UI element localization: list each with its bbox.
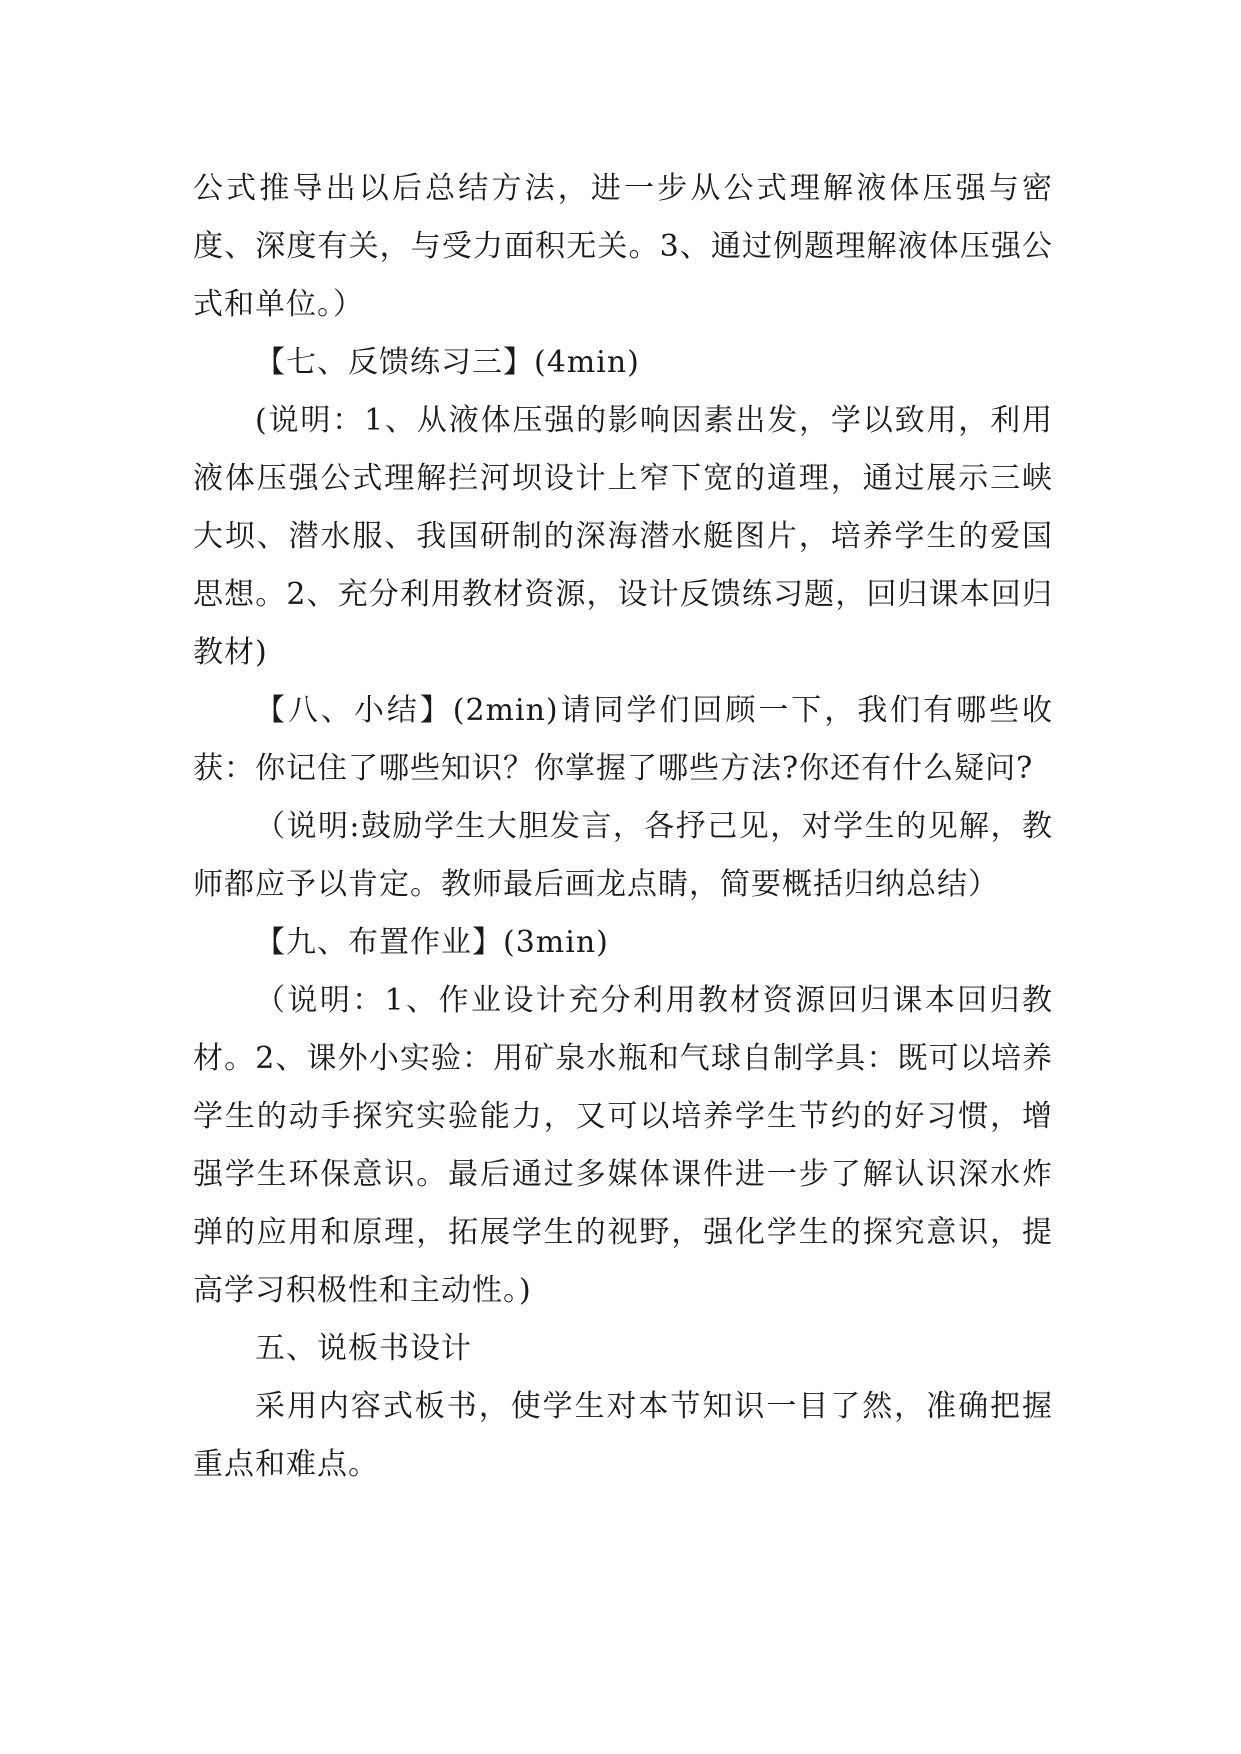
paragraph-formula-summary: 公式推导出以后总结方法，进一步从公式理解液体压强与密度、深度有关，与受力面积无关。3、通过例题理解液体压强公式和单位。） [193,171,1053,322]
paragraph-homework-explanation: （说明：1、作业设计充分利用教材资源回归课本回归教材。2、课外小实验：用矿泉水瓶和气球自制学具：既可以培养学生的动手探究实验能力，又可以培养学生节约的好习惯，增强学生环保意识。最后通过多媒体课件进一步了解认识深水炸弹的应用和原理，拓展学生的视野，强化学生的探究意识，提高学习积极性和主动性。) [193,983,1053,1308]
heading-blackboard-design: 五、说板书设计 [255,1331,472,1366]
paragraph-blackboard-description: 采用内容式板书，使学生对本节知识一目了然，准确把握重点和难点。 [193,1389,1053,1482]
heading-feedback-exercise-three: 【七、反馈练习三】(4min) [255,345,640,380]
paragraph-summary-explanation: （说明:鼓励学生大胆发言，各抒己见，对学生的见解，教师都应予以肯定。教师最后画龙点睛，简要概括归纳总结） [193,809,1053,902]
paragraph-feedback-explanation: (说明：1、从液体压强的影响因素出发，学以致用，利用液体压强公式理解拦河坝设计上窄下宽的道理，通过展示三峡大坝、潜水服、我国研制的深海潜水艇图片，培养学生的爱国思想。2、充分利用教材资源，设计反馈练习题，回归课本回归教材) [193,403,1053,670]
heading-homework: 【九、布置作业】(3min) [255,925,609,960]
document-body [193,160,1053,1494]
paragraph-summary-section: 【八、小结】(2min)请同学们回顾一下，我们有哪些收获：你记住了哪些知识？你掌握了哪些方法?你还有什么疑问? [193,693,1053,786]
